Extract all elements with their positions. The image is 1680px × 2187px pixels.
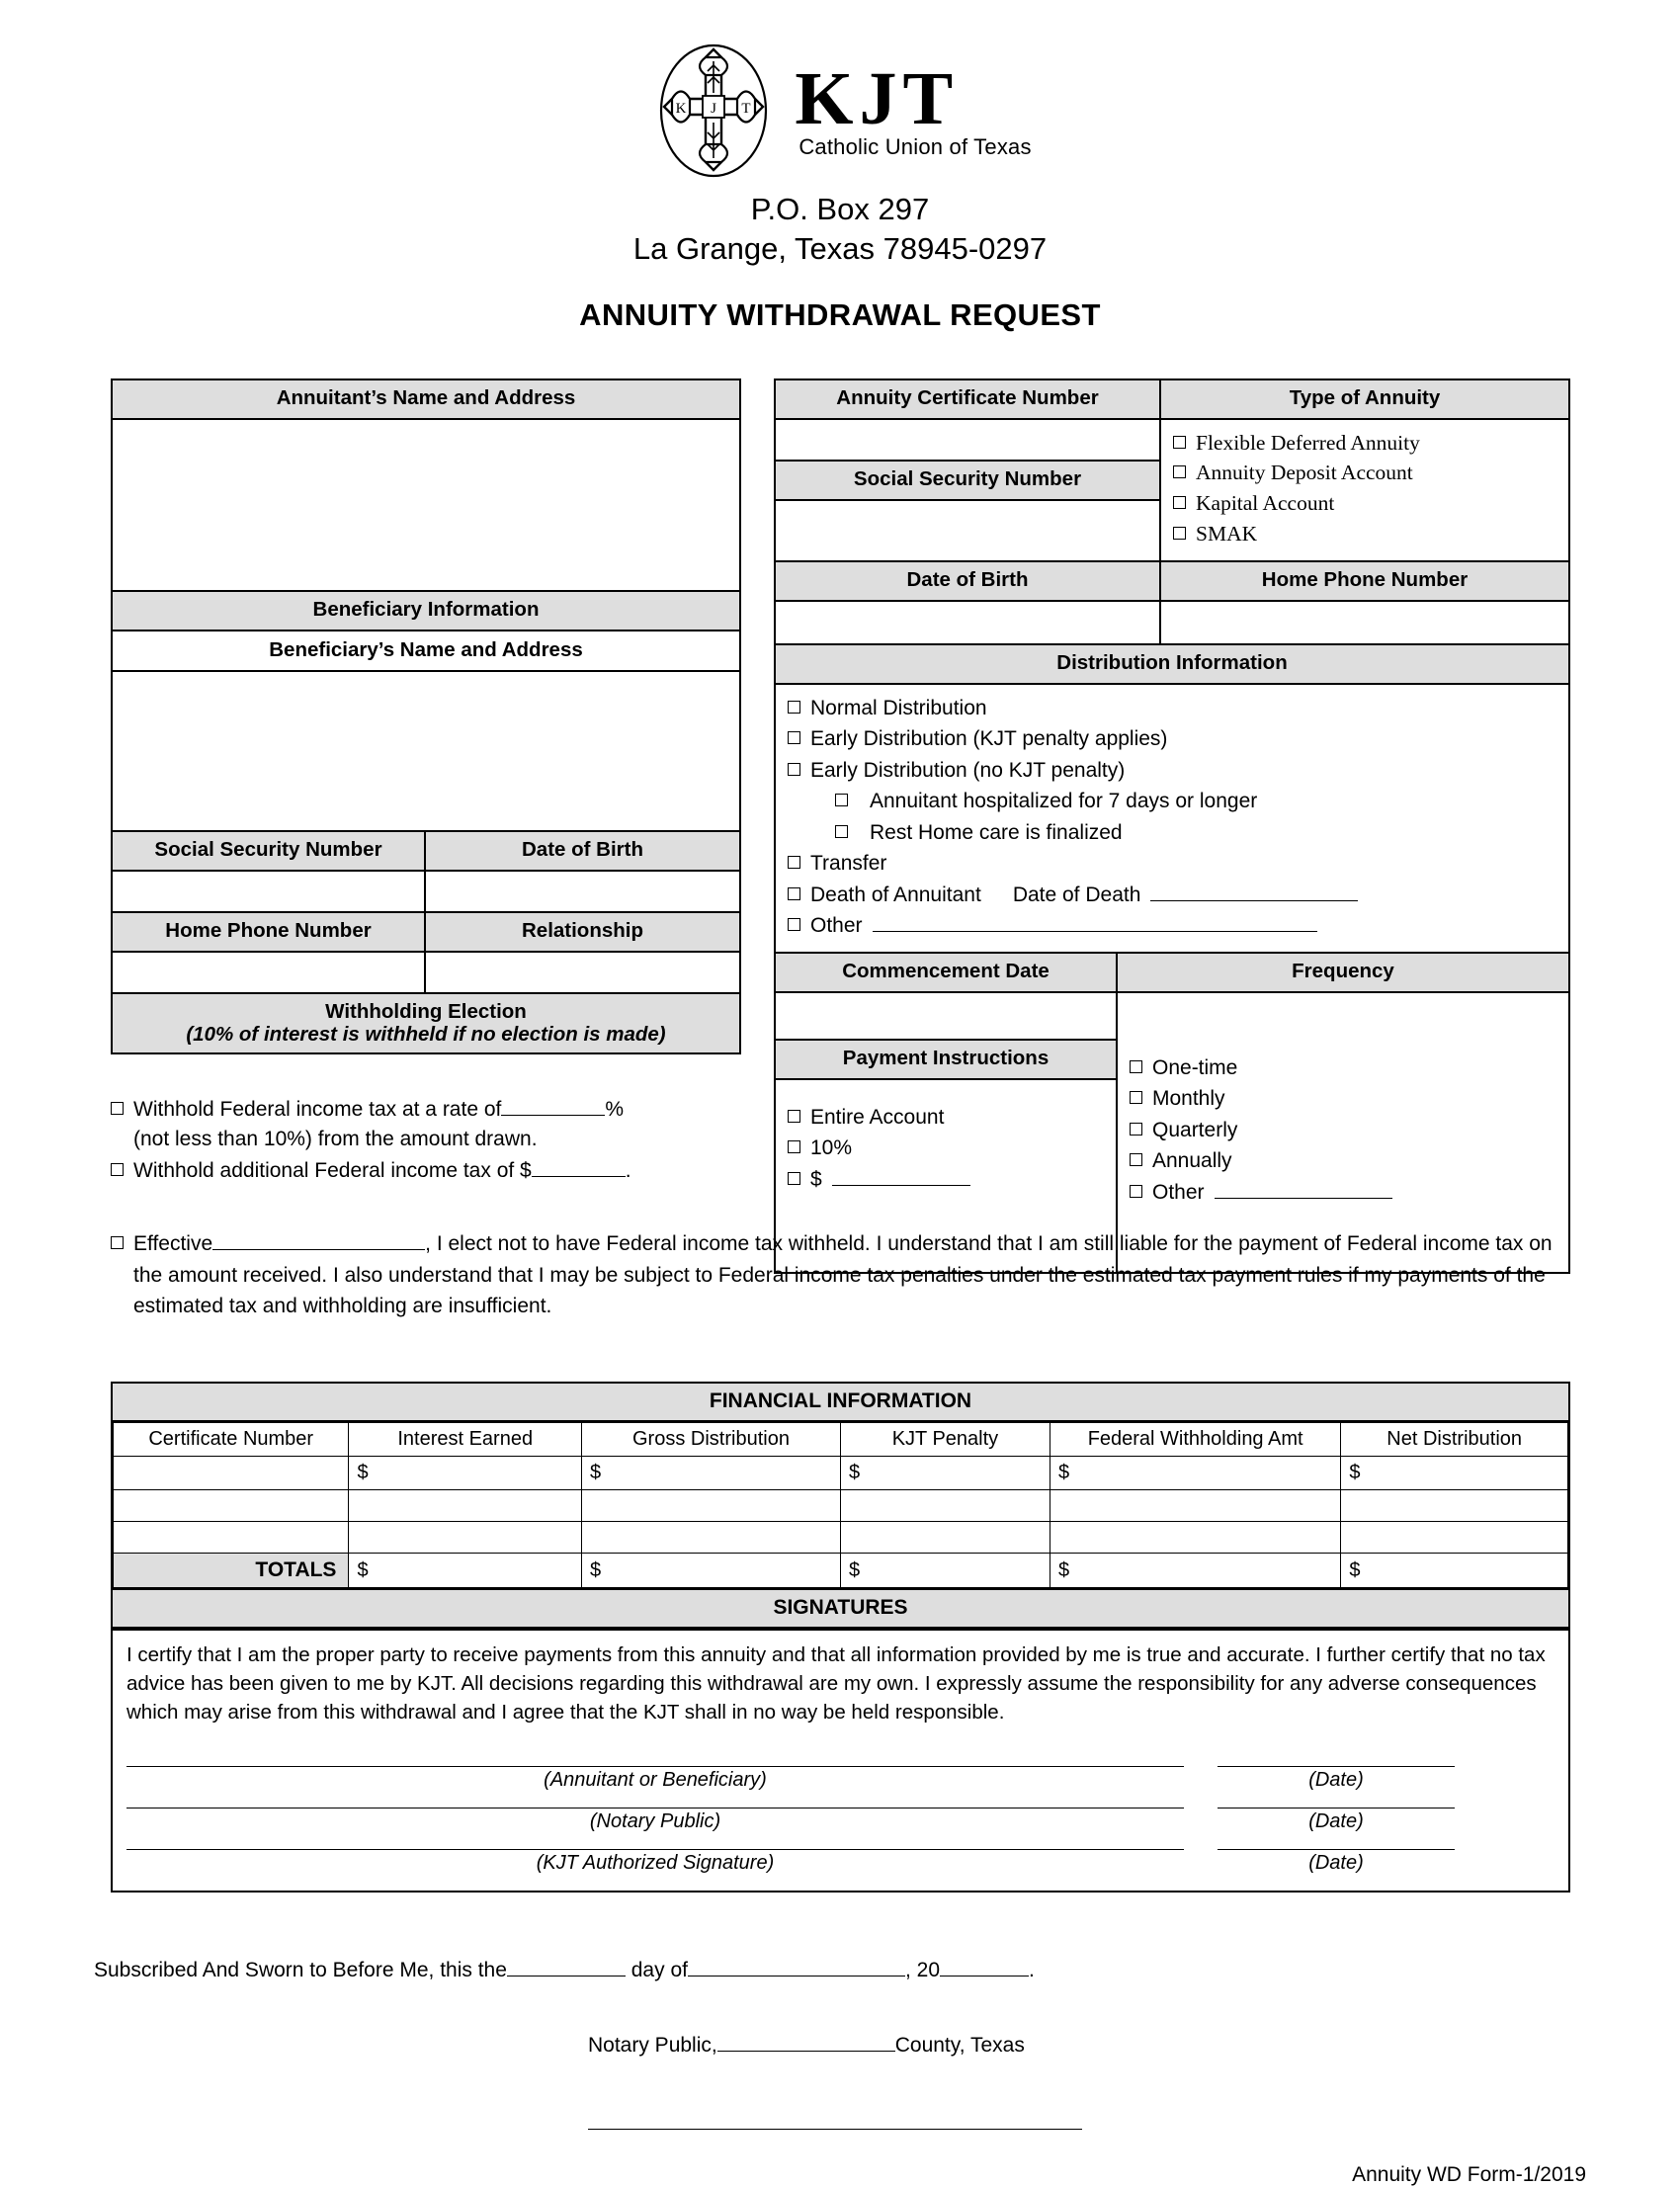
annuitant-phone-field[interactable]: [1161, 602, 1568, 643]
svg-text:K: K: [675, 101, 687, 117]
type-of-annuity-options: [1161, 420, 1568, 560]
beneficiary-phone-rel-field-row: [113, 951, 739, 992]
option-label: Other: [810, 914, 863, 938]
commencement-frequency-header-row: [776, 952, 1568, 991]
cell-net-distribution[interactable]: $: [1341, 1457, 1568, 1490]
totals-label: TOTALS: [114, 1554, 349, 1588]
date-field-kjt[interactable]: [1218, 1849, 1455, 1887]
certificate-left-stack: [776, 380, 1161, 560]
date-label: (Date): [1308, 1769, 1364, 1792]
payment-instructions-header: Payment Instructions: [776, 1041, 1116, 1080]
annuitant-dob-header: Date of Birth: [776, 562, 1161, 600]
beneficiary-relationship-header: Relationship: [426, 913, 739, 951]
sworn-statement-line: [94, 1959, 1586, 1982]
svg-text:T: T: [741, 101, 751, 117]
option-label: Monthly: [1152, 1087, 1225, 1111]
checkbox-option-hospitalized[interactable]: [788, 786, 1558, 817]
checkbox-icon[interactable]: [111, 1163, 124, 1176]
signature-row-kjt: [126, 1849, 1554, 1887]
period: .: [625, 1158, 631, 1182]
cell-federal-withholding[interactable]: [1050, 1522, 1340, 1554]
annuitant-dob-field[interactable]: [776, 602, 1161, 643]
checkbox-icon[interactable]: [1173, 527, 1186, 540]
totals-kjt-penalty[interactable]: $: [840, 1554, 1050, 1588]
sworn-day-input[interactable]: [507, 1976, 626, 1977]
beneficiary-ssn-header: Social Security Number: [113, 832, 426, 870]
table-row: [114, 1457, 1568, 1490]
cell-net-distribution[interactable]: [1341, 1522, 1568, 1554]
option-label: Early Distribution (KJT penalty applies): [810, 727, 1168, 751]
checkbox-icon[interactable]: [788, 856, 800, 869]
county-texas-label: County, Texas: [894, 2034, 1025, 2057]
table-row: [114, 1490, 1568, 1522]
beneficiary-ssn-field[interactable]: [113, 872, 426, 911]
checkbox-option-kapital-account[interactable]: [1173, 488, 1558, 519]
checkbox-icon[interactable]: [1173, 465, 1186, 478]
sworn-month-input[interactable]: [688, 1976, 905, 1977]
withhold-rate-input[interactable]: [501, 1115, 605, 1116]
date-label: (Date): [1308, 1852, 1364, 1875]
checkbox-icon[interactable]: [111, 1236, 124, 1249]
certification-paragraph: I certify that I am the proper party to receive payments from this annuity and that all information provided by me is true and accurate. I further certify that no tax advice has been given to me by KJT. All decisions regarding this withdrawal are my own. I expressly assume the responsibility for any adverse consequences which may arise from this withdrawal and I agree that the KJT shall in no way be held responsible.: [126, 1643, 1546, 1724]
annuitant-panel: [111, 379, 741, 1054]
option-label: 10%: [810, 1136, 853, 1160]
option-label: $: [810, 1167, 822, 1191]
certificate-type-row: [776, 380, 1568, 560]
other-distribution-input[interactable]: [873, 931, 1317, 932]
checkbox-option-smak[interactable]: [1173, 519, 1558, 549]
annuitant-name-address-header: Annuitant’s Name and Address: [113, 380, 739, 420]
commencement-date-field[interactable]: [776, 993, 1116, 1041]
checkbox-icon[interactable]: [788, 701, 800, 714]
sworn-text-d: .: [1029, 1959, 1035, 1981]
withholding-body: [111, 1095, 1570, 1322]
date-of-death-input[interactable]: [1150, 900, 1358, 901]
beneficiary-information-header: Beneficiary Information: [113, 590, 739, 631]
no-withholding-paragraph: [133, 1228, 1570, 1322]
totals-gross-distribution[interactable]: $: [581, 1554, 840, 1588]
date-of-death-label: Date of Death: [1012, 883, 1141, 906]
financial-information-panel: [111, 1382, 1570, 1893]
withhold-rate-note: (not less than 10%) from the amount drawn.: [133, 1127, 538, 1150]
option-label: Rest Home care is finalized: [870, 820, 1123, 844]
cell-interest-earned[interactable]: $: [349, 1457, 582, 1490]
withhold-additional-text: [133, 1156, 631, 1186]
commencement-date-header: Commencement Date: [776, 954, 1118, 991]
option-label: Death of Annuitant: [810, 883, 981, 906]
logo-initials: KJT: [795, 56, 960, 140]
checkbox-option-withhold-rate[interactable]: [111, 1095, 1570, 1154]
type-of-annuity-header: Type of Annuity: [1161, 380, 1568, 420]
totals-interest-earned[interactable]: $: [349, 1554, 582, 1588]
checkbox-option-rest-home[interactable]: [788, 817, 1558, 849]
type-of-annuity-block: [1161, 380, 1568, 560]
annuity-certificate-number-field[interactable]: [776, 420, 1159, 462]
column-header-net-distribution: Net Distribution: [1341, 1423, 1568, 1457]
cell-certificate-number[interactable]: [114, 1490, 349, 1522]
withholding-election-subtitle: (10% of interest is withheld if no election is made): [186, 1022, 666, 1046]
effective-label: Effective: [133, 1232, 213, 1256]
signature-row-annuitant: [126, 1766, 1554, 1804]
financial-information-title: FINANCIAL INFORMATION: [113, 1384, 1568, 1422]
distribution-options: [776, 685, 1568, 952]
option-label: Normal Distribution: [810, 696, 987, 719]
beneficiary-phone-field[interactable]: [113, 953, 426, 992]
logo-tagline: Catholic Union of Texas: [798, 134, 1032, 160]
option-label: SMAK: [1196, 521, 1258, 546]
cell-net-distribution[interactable]: [1341, 1490, 1568, 1522]
cell-federal-withholding[interactable]: [1050, 1490, 1340, 1522]
cell-gross-distribution[interactable]: $: [581, 1457, 840, 1490]
letterhead: [0, 0, 1680, 268]
withholding-election-header: [113, 992, 739, 1052]
checkbox-option-normal-distribution[interactable]: [788, 693, 1558, 724]
signature-field-annuitant[interactable]: [126, 1766, 1184, 1804]
footer-notary-block: [94, 1959, 1586, 2187]
page-title: ANNUITY WITHDRAWAL REQUEST: [579, 297, 1101, 333]
signature-field-notary[interactable]: [126, 1808, 1184, 1845]
distribution-information-header: Distribution Information: [776, 643, 1568, 685]
address-line-2: La Grange, Texas 78945-0297: [632, 230, 1048, 266]
annuitant-ssn-field[interactable]: [776, 501, 1159, 541]
checkbox-icon[interactable]: [788, 887, 800, 900]
cell-certificate-number[interactable]: [114, 1522, 349, 1554]
beneficiary-dob-header: Date of Birth: [426, 832, 739, 870]
checkbox-icon[interactable]: [1130, 1060, 1142, 1073]
signature-label: (Annuitant or Beneficiary): [544, 1769, 767, 1792]
annuitant-ssn-header: Social Security Number: [776, 462, 1159, 501]
cell-interest-earned[interactable]: [349, 1522, 582, 1554]
column-header-gross-distribution: Gross Distribution: [581, 1423, 840, 1457]
checkbox-icon[interactable]: [1173, 436, 1186, 449]
cell-kjt-penalty[interactable]: $: [840, 1457, 1050, 1490]
cell-kjt-penalty[interactable]: [840, 1522, 1050, 1554]
cell-gross-distribution[interactable]: [581, 1522, 840, 1554]
notary-county-input[interactable]: [717, 2051, 895, 2052]
checkbox-option-early-distribution-penalty[interactable]: [788, 723, 1558, 755]
signatures-block: [113, 1629, 1568, 1887]
option-label: One-time: [1152, 1055, 1238, 1079]
effective-date-input[interactable]: [212, 1249, 425, 1250]
option-label: Transfer: [810, 852, 887, 876]
cell-interest-earned[interactable]: [349, 1490, 582, 1522]
checkbox-option-flexible-deferred-annuity[interactable]: [1173, 428, 1558, 459]
beneficiary-name-address-field[interactable]: [113, 672, 739, 830]
cell-certificate-number[interactable]: [114, 1457, 349, 1490]
date-field-notary[interactable]: [1218, 1808, 1455, 1845]
notary-signature-rule[interactable]: [588, 2129, 1082, 2130]
column-header-federal-withholding-amt: Federal Withholding Amt: [1050, 1423, 1340, 1457]
checkbox-icon[interactable]: [788, 731, 800, 744]
checkbox-option-annuity-deposit-account[interactable]: [1173, 458, 1558, 488]
table-totals-row: [114, 1554, 1568, 1588]
checkbox-option-other-distribution[interactable]: [788, 910, 1558, 942]
beneficiary-phone-rel-header-row: [113, 911, 739, 951]
signature-row-notary: [126, 1808, 1554, 1845]
checkbox-option-transfer[interactable]: [788, 848, 1558, 880]
checkbox-option-no-withholding-election[interactable]: [111, 1228, 1570, 1322]
address-line-1: P.O. Box 297: [750, 192, 930, 226]
totals-net-distribution[interactable]: $: [1341, 1554, 1568, 1588]
option-label: Kapital Account: [1196, 490, 1335, 515]
column-header-interest-earned: Interest Earned: [349, 1423, 582, 1457]
option-label: Quarterly: [1152, 1118, 1238, 1141]
checkbox-icon[interactable]: [835, 825, 848, 838]
option-label: Flexible Deferred Annuity: [1196, 430, 1420, 455]
kjt-cross-logo-icon: [648, 42, 779, 180]
checkbox-option-death-of-annuitant[interactable]: [788, 880, 1558, 911]
signature-label: (Notary Public): [589, 1810, 721, 1833]
withhold-rate-text: [133, 1095, 624, 1154]
kjt-logo: [0, 42, 1680, 180]
withhold-additional-input[interactable]: [532, 1176, 626, 1177]
beneficiary-name-address-header: Beneficiary’s Name and Address: [113, 631, 739, 672]
sworn-text-a: Subscribed And Sworn to Before Me, this the: [94, 1959, 507, 1981]
checkbox-option-one-time[interactable]: [1130, 1052, 1558, 1084]
svg-text:J: J: [711, 101, 717, 117]
cell-kjt-penalty[interactable]: [840, 1490, 1050, 1522]
date-label: (Date): [1308, 1810, 1364, 1833]
frequency-header: Frequency: [1118, 954, 1568, 991]
checkbox-icon[interactable]: [835, 794, 848, 806]
beneficiary-dob-field[interactable]: [426, 872, 739, 911]
totals-federal-withholding[interactable]: $: [1050, 1554, 1340, 1588]
beneficiary-relationship-field[interactable]: [426, 953, 739, 992]
column-header-kjt-penalty: KJT Penalty: [840, 1423, 1050, 1457]
withhold-rate-label: Withhold Federal income tax at a rate of: [133, 1098, 502, 1121]
notary-public-label: Notary Public,: [588, 2034, 717, 2057]
option-label: Other: [1152, 1180, 1205, 1204]
option-label: Annuity Deposit Account: [1196, 461, 1413, 485]
percent-sign: %: [605, 1098, 625, 1121]
notary-county-line: [588, 2034, 1586, 2058]
sworn-text-b: day of: [630, 1959, 688, 1981]
financial-information-table: [113, 1422, 1568, 1588]
beneficiary-phone-header: Home Phone Number: [113, 913, 426, 951]
option-label: Annually: [1152, 1149, 1232, 1173]
annuitant-dob-phone-header-row: [776, 560, 1568, 600]
signature-label: (KJT Authorized Signature): [536, 1852, 775, 1875]
annuitant-phone-header: Home Phone Number: [1161, 562, 1568, 600]
checkbox-icon[interactable]: [788, 763, 800, 776]
form-number: Annuity WD Form-1/2019: [1352, 2163, 1586, 2186]
checkbox-option-withhold-additional[interactable]: [111, 1156, 1570, 1186]
date-field-annuitant[interactable]: [1218, 1766, 1455, 1804]
sworn-year-input[interactable]: [940, 1976, 1029, 1977]
option-label: Entire Account: [810, 1105, 945, 1129]
option-label: Early Distribution (no KJT penalty): [810, 758, 1126, 782]
annuitant-dob-phone-field-row: [776, 600, 1568, 643]
signatures-title: SIGNATURES: [113, 1588, 1568, 1629]
beneficiary-ssn-dob-field-row: [113, 870, 739, 911]
annuity-certificate-number-header: Annuity Certificate Number: [776, 380, 1159, 420]
withhold-additional-label: Withhold additional Federal income tax of $: [133, 1158, 532, 1182]
table-header-row: [114, 1423, 1568, 1457]
beneficiary-ssn-dob-header-row: [113, 830, 739, 870]
option-label: Annuitant hospitalized for 7 days or longer: [870, 790, 1258, 813]
signature-lines: [126, 1766, 1554, 1887]
effective-paragraph-text: , I elect not to have Federal income tax withheld. I understand that I am still liable for the payment of Federal income tax on the amount received. I also understand that I may be subject to Federal income tax penalties under the estimated tax payment rules if my payments of the estimated tax and withholding are insufficient.: [133, 1232, 1553, 1318]
withholding-election-title: Withholding Election: [325, 999, 527, 1023]
left-column: [111, 379, 741, 1054]
sworn-text-c: , 20: [904, 1959, 940, 1981]
checkbox-icon[interactable]: [111, 1102, 124, 1115]
cell-gross-distribution[interactable]: [581, 1490, 840, 1522]
checkbox-option-early-distribution-no-penalty[interactable]: [788, 755, 1558, 787]
checkbox-icon[interactable]: [1173, 496, 1186, 509]
column-header-certificate-number: Certificate Number: [114, 1423, 349, 1457]
signature-field-kjt[interactable]: [126, 1849, 1184, 1887]
table-row: [114, 1522, 1568, 1554]
annuitant-name-address-field[interactable]: [113, 420, 739, 590]
cell-federal-withholding[interactable]: $: [1050, 1457, 1340, 1490]
checkbox-icon[interactable]: [788, 918, 800, 931]
